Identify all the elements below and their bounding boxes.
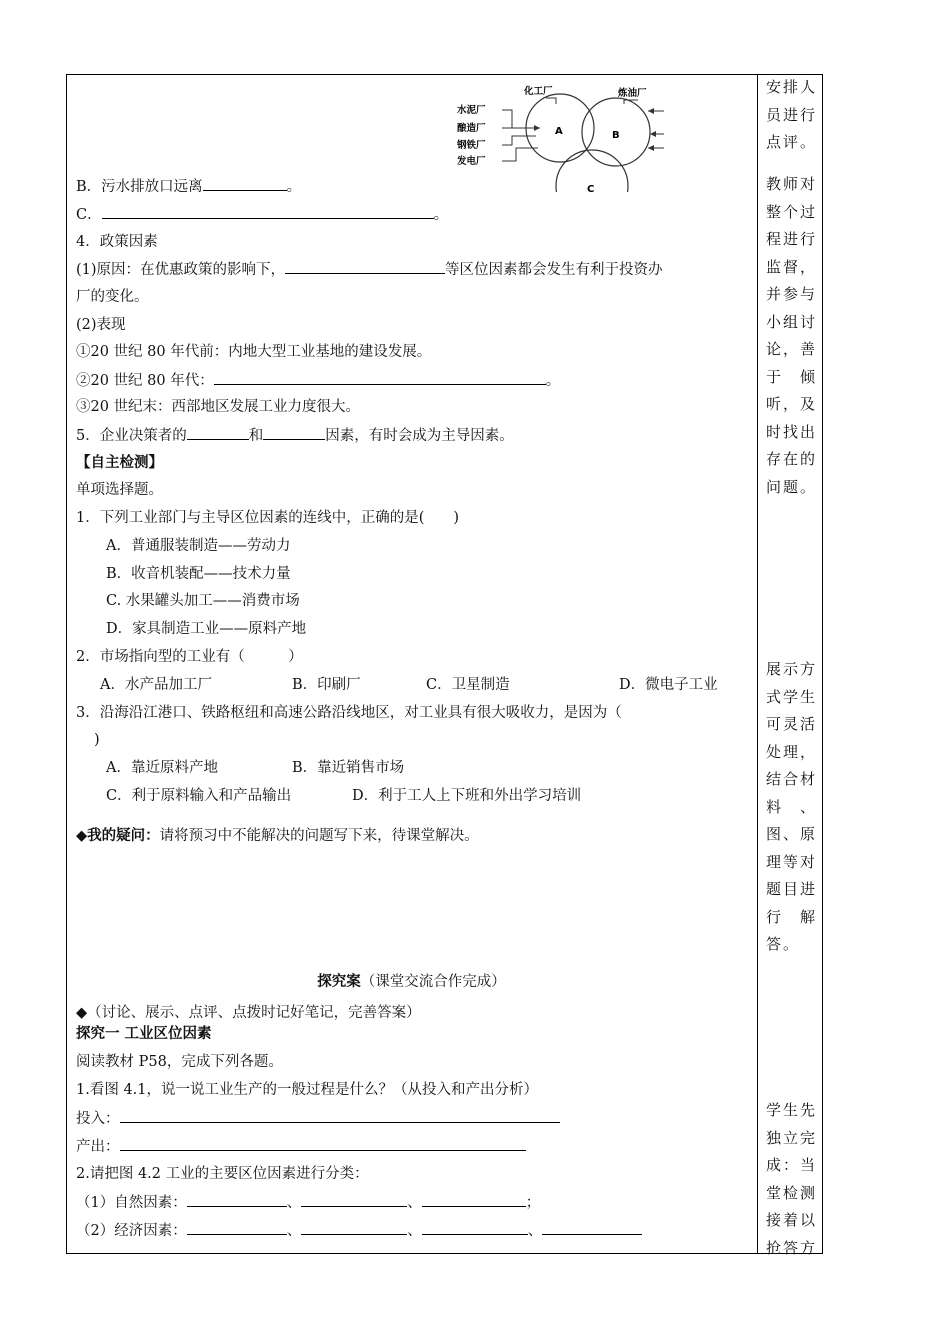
- blank[interactable]: [422, 1220, 528, 1235]
- option: A．水产品加工厂: [100, 677, 212, 693]
- text-line: ②20 世纪 80 年代： 。: [76, 370, 560, 391]
- blank[interactable]: [285, 259, 445, 274]
- section-self-test: 【自主检测】: [76, 454, 163, 471]
- option: B．印刷厂: [292, 677, 361, 693]
- text-line: ①20 世纪 80 年代前：内地大型工业基地的建设发展。: [76, 344, 432, 360]
- text-line: ◆（讨论、展示、点评、点拨时记好笔记，完善答案）: [76, 1005, 421, 1021]
- option: B．靠近销售市场: [292, 760, 405, 776]
- input-line: 投入：: [76, 1108, 560, 1129]
- side-note-2: 教师对整个过程进行监督，并参与小组讨论，善于 倾听，及时找出存在的问题。: [766, 175, 818, 496]
- option: D．家具制造工业——原料产地: [106, 621, 307, 637]
- text-line: 1.看图 4.1，说一说工业生产的一般过程是什么？（从投入和产出分析）: [76, 1082, 539, 1098]
- output-line: 产出：: [76, 1136, 526, 1157]
- text-line: 单项选择题。: [76, 482, 163, 498]
- question-1: 1．下列工业部门与主导区位因素的连线中，正确的是( ): [76, 510, 460, 526]
- text-line: ③20 世纪末：西部地区发展工业力度很大。: [76, 399, 361, 415]
- option: B．收音机装配——技术力量: [106, 566, 291, 582]
- policy-heading: 4．政策因素: [76, 234, 158, 250]
- industry-location-diagram: [452, 76, 664, 192]
- blank[interactable]: [301, 1220, 407, 1235]
- blank[interactable]: [422, 1192, 526, 1207]
- side-note-1: 安排人员进行点评。: [766, 78, 818, 151]
- section-title: 探究案（课堂交流合作完成）: [317, 973, 506, 990]
- diagram-label-brewery: 酿造厂: [457, 123, 486, 134]
- option: A．普通服装制造——劳动力: [106, 538, 291, 554]
- explore-heading: 探究一 工业区位因素: [76, 1025, 212, 1042]
- side-note-4: 学生先独立完成：当堂检测接着以抢答方: [766, 1101, 818, 1257]
- blank[interactable]: [214, 370, 546, 385]
- text-line-b: B．污水排放口远离 。: [76, 176, 301, 197]
- side-note-3: 展示方式学生可灵活处理，结合材料 、图、原理等对题目进行 解答。: [766, 660, 818, 953]
- blank[interactable]: [187, 1220, 287, 1235]
- text-line: 5．企业决策者的 和 因素，有时会成为主导因素。: [76, 425, 514, 446]
- circle-label-c: C: [587, 184, 595, 192]
- column-divider: [757, 74, 758, 1254]
- blank[interactable]: [102, 204, 434, 219]
- option: C．利于原料输入和产品输出: [106, 788, 292, 804]
- natural-factors: （1）自然因素： 、 、 ；: [76, 1192, 540, 1213]
- option: C．卫星制造: [426, 677, 510, 693]
- option: A．靠近原料产地: [106, 760, 218, 776]
- option: D．利于工人上下班和外出学习培训: [352, 788, 582, 804]
- circle-label-b: B: [612, 130, 620, 141]
- my-doubt: ◆我的疑问：请将预习中不能解决的问题写下来，待课堂解决。: [76, 827, 479, 844]
- option: C. 水果罐头加工——消费市场: [106, 593, 300, 609]
- blank[interactable]: [120, 1108, 560, 1123]
- text-line: 2.请把图 4.2 工业的主要区位因素进行分类：: [76, 1166, 369, 1182]
- blank[interactable]: [187, 425, 249, 440]
- diagram-label-chem: 化工厂: [524, 86, 553, 97]
- circle-label-a: A: [555, 126, 563, 137]
- diagram-label-cement: 水泥厂: [457, 105, 486, 116]
- option: D．微电子工业: [619, 677, 718, 693]
- economic-factors: （2）经济因素： 、 、 、: [76, 1220, 642, 1241]
- question-3: 3．沿海沿江港口、铁路枢纽和高速公路沿线地区，对工业具有很大吸收力，是因为（: [76, 705, 622, 721]
- blank[interactable]: [263, 425, 325, 440]
- blank[interactable]: [120, 1136, 526, 1151]
- blank[interactable]: [301, 1192, 407, 1207]
- blank[interactable]: [187, 1192, 287, 1207]
- blank[interactable]: [203, 176, 287, 191]
- text-line: ): [94, 732, 100, 748]
- question-2: 2．市场指向型的工业有（ ）: [76, 649, 303, 665]
- text-line-c: C． 。: [76, 204, 448, 225]
- diagram-label-power: 发电厂: [457, 156, 486, 167]
- blank[interactable]: [542, 1220, 642, 1235]
- text-line: 阅读教材 P58，完成下列各题。: [76, 1054, 283, 1070]
- diagram-label-steel: 钢铁厂: [457, 140, 486, 151]
- text-line: 厂的变化。: [76, 289, 149, 305]
- diagram-label-refinery: 炼油厂: [618, 88, 647, 99]
- text-line: (2)表现: [76, 317, 126, 333]
- policy-reason: (1)原因：在优惠政策的影响下， 等区位因素都会发生有利于投资办: [76, 259, 663, 280]
